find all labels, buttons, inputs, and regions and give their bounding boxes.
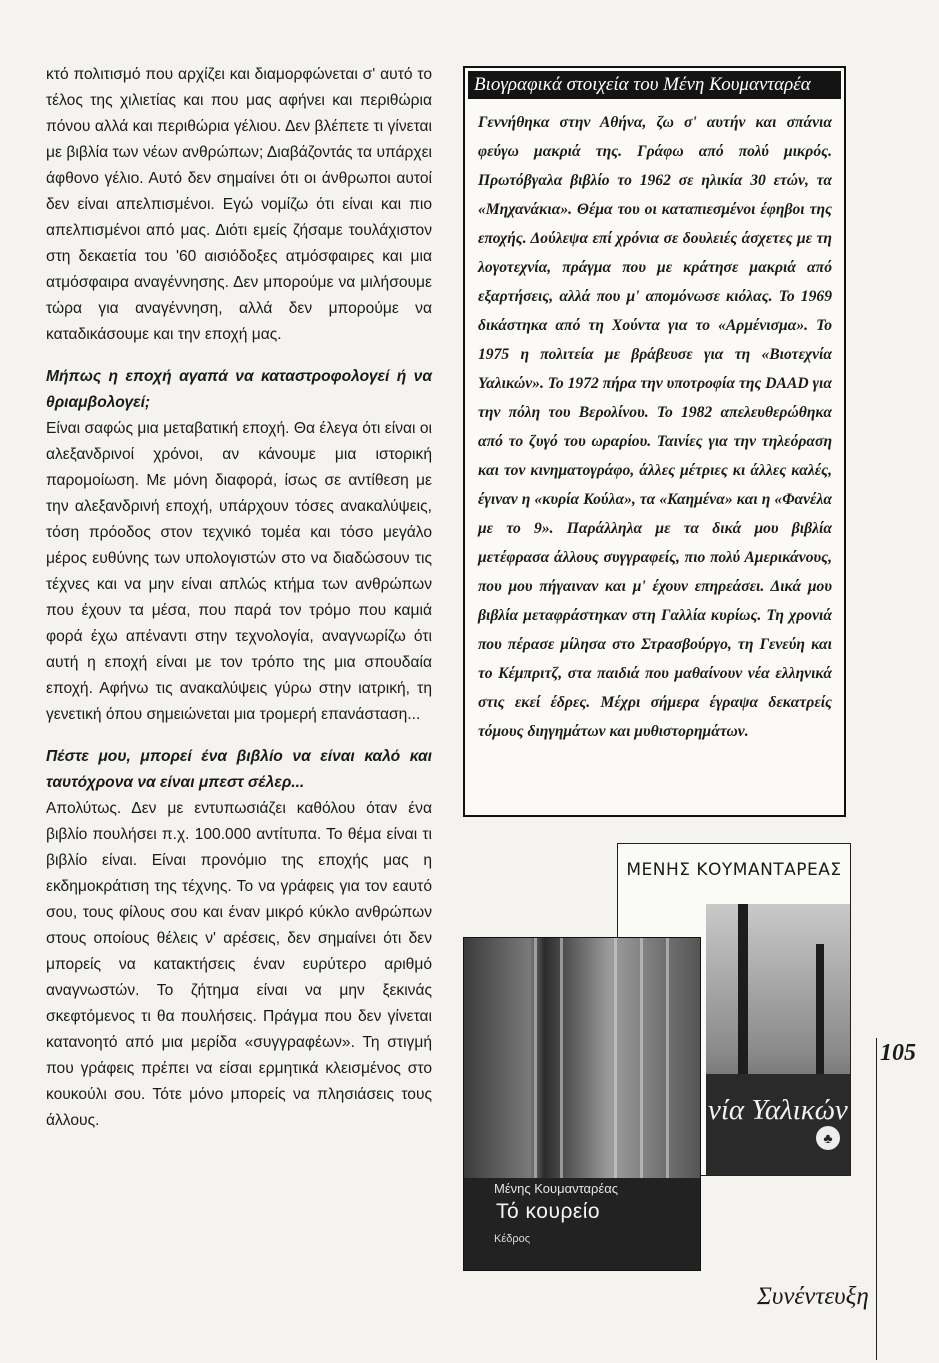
chimney-icon: [816, 944, 824, 1094]
building-line: [640, 938, 643, 1178]
building-line: [560, 938, 563, 1178]
cover-title: Τό κουρείο: [496, 1200, 601, 1223]
interview-paragraph: κτό πολιτισμό που αρχίζει και διαμορφώνεται σ' αυτό το τέλος της χιλιετίας και που μας αφήνει και περιθώρια πόνου αλλά και περιθώρια γέλιου. Δεν βλέπετε τι γίνεται με βιβλία των νέων ανθρώπων; Διαβάζοντάς τα υπάρχει άφθονο γέλιο. Αυτό δεν σημαίνει ότι οι άνθρωποι αυτοί δεν είναι απελπισμένοι. Εγώ νομίζω ότι είναι και πιο απελπισμένοι από μας. Διότι εμείς ζήσαμε τουλάχιστον στη δεκαετία του '60 αισιόδοξες ατμόσφαιρες και μια ατμόσφαιρα αναγέννησης. Δεν μπορούμε να μιλήσουμε τώρα για αναγέννηση, αλλά δεν μπορούμε να καταδικάσουμε και την εποχή μας.: [46, 66, 432, 343]
building-line: [534, 938, 537, 1178]
cover-title: νία Υαλικών: [708, 1094, 848, 1126]
book-cover-koureio: [463, 937, 701, 1271]
building-line: [666, 938, 669, 1178]
cover-publisher: Κέδρος: [494, 1233, 531, 1245]
biography-box: [463, 66, 846, 817]
biography-text: Γεννήθηκα στην Αθήνα, ζω σ' αυτήν και σπάνια φεύγω μακριά της. Γράφω από πολύ μικρός. Πρωτόβγαλα βιβλίο το 1962 σε ηλικία 30 ετών, τα «Μηχανάκια». Θέμα του οι καταπιεσμένοι έφηβοι της εποχής. Δούλεψα επί χρόνια σε δουλειές άσχετες με τη λογοτεχνία, πράγμα που με κράτησε μακριά από εξαρτήσεις, αλλά που μ' απομόνωσε κιόλας. Το 1969 δικάστηκα από τη Χούντα για το «Αρμένισμα». Το 1975 η πολιτεία με βράβευσε για τη «Βιοτεχνία Υαλικών». Το 1972 πήρα την υποτροφία της DAAD για την πόλη του Βερολίνου. Το 1982 απελευθερώθηκα από το ζυγό του ωραρίου. Ταινίες για την τηλεόραση και τον κινηματογράφο, άλλες μέτριες κι άλλες καλές, έγιναν η «κυρία Κούλα», τα «Καημένα» και η «Φανέλα με το 9». Παράλληλα με τα δικά μου βιβλία μετέφρασα άλλους συγγραφείς, πιο πολύ Αμερικάνους, που μου πήγαιναν και μ' έχουν επηρεάσει. Δικά μου βιβλία μεταφράστηκαν στη Γαλλία κυρίως. Τη χρονιά που πέρασε μίλησα στο Στρασβούργο, τη Γενεύη και το Κέμπριτζ, στα παιδιά που μαθαίνουν νέα ελληνικά στις εκεί έδρες. Μέχρι σήμερα έγραψα δεκατρείς τόμους διηγημάτων και μυθιστορημάτων.: [478, 114, 832, 740]
section-label: Συνέντευξη: [757, 1283, 869, 1310]
building-line: [614, 938, 617, 1178]
cover-author: Μένης Κουμανταρέας: [494, 1181, 619, 1196]
interview-answer: Απολύτως. Δεν με εντυπωσιάζει καθόλου όταν ένα βιβλίο πουλήσει π.χ. 100.000 αντίτυπα. Το θέμα είναι τι βιβλίο είναι. Είναι προνόμιο της εποχής μας η εκδημοκράτιση της τέχνης. Το να γράφεις για τον εαυτό σου, τους φίλους σου και έναν μικρό κύκλο ανθρώπων στους οποίους θέλεις ν' αρέσεις, δεν σημαίνει ότι δεν μπορείς να κατακτήσεις έναν ευρύτερο αριθμό αναγνωστών. Το ζήτημα είναι να μην ξεκινάς σκεφτόμενος τι θα πουλήσεις. Πράγμα που δεν γίνεται κατανοητό από μια μερίδα «συγγραφέων». Τη στιγμή που γράφεις πρέπει να είσαι ερμητικά κλεισμένος στο κουκούλι σου. Τότε μόνο μπορείς να πλησιάσεις τους άλλους.: [46, 800, 432, 1129]
chimney-icon: [738, 904, 748, 1094]
cover-author: ΜΕΝΗΣ ΚΟΥΜΑΝΤΑΡΕΑΣ: [626, 860, 842, 880]
interview-answer: Είναι σαφώς μια μεταβατική εποχή. Θα έλεγα ότι είναι οι αλεξανδρινοί χρόνοι, αν κάνουμε μια ιστορική παρομοίωση. Με μόνη διαφορά, ίσως σε αντίθεση με την αλεξανδρινή εποχή, υπάρχουν τόσες ανακαλύψεις, τόση πρόοδος στον τεχνικό τομέα και τόσο μεγάλο μέρος ευθύνης των υπολογιστών στο να διαδώσουν τις τέχνες και να μην είναι απλώς κτήμα των ανθρώπων που έχουν τα μέσα, που παρά τον τρόμο που καμιά φορά έχω απέναντι στην τεχνολογία, αναγνωρίζω ότι αυτή η εποχή είναι με τον τρόπο της μια σπουδαία εποχή. Αφήνω τις ανακαλύψεις γύρω στην ιατρική, τη γενετική όπου σημειώνεται μια τρομερή επανάσταση...: [46, 420, 432, 723]
interview-question: Μήπως η εποχή αγαπά να καταστροφολογεί ή να θριαμβολογεί;: [46, 368, 432, 411]
interview-column: [46, 62, 432, 1134]
cover-photo: [464, 938, 700, 1178]
biography-title: Βιογραφικά στοιχεία του Μένη Κουμανταρέα: [468, 71, 841, 99]
interview-question: Πέστε μου, μπορεί ένα βιβλίο να είναι καλό και ταυτόχρονα να είναι μπεστ σέλερ...: [46, 748, 432, 791]
margin-rule: [876, 1038, 877, 1360]
publisher-logo-icon: ♣: [816, 1126, 840, 1150]
page-number: 105: [880, 1040, 916, 1066]
